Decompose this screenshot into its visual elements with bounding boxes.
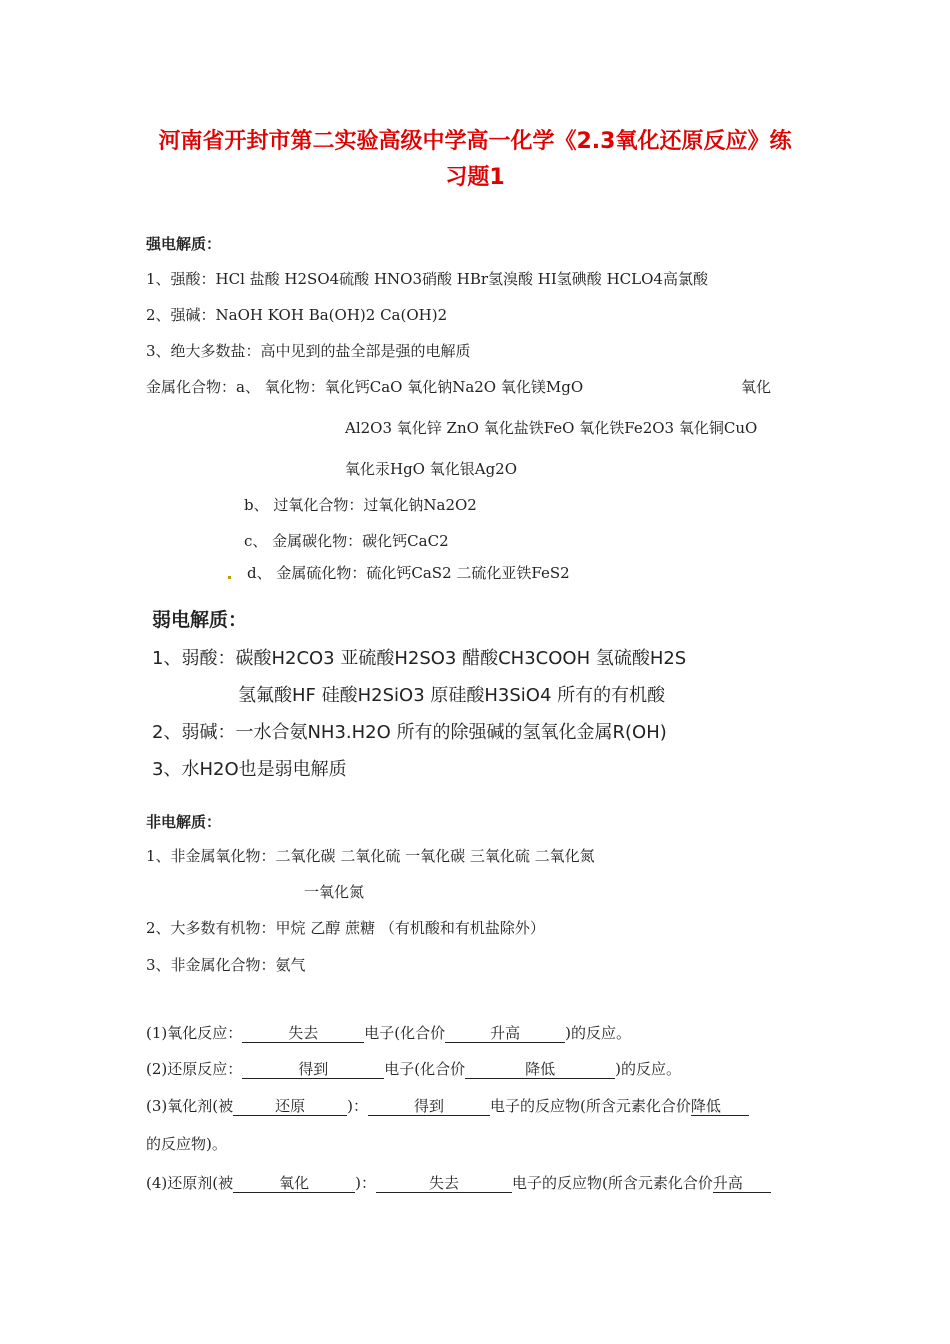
question-2	[146, 1059, 681, 1079]
question-3-end: 的反应物)。	[146, 1135, 227, 1153]
water-line: 3、水H2O也是弱电解质	[152, 759, 347, 780]
speck-mark	[228, 576, 231, 579]
q2-answer-2: 降低	[465, 1060, 615, 1079]
salt-line: 3、绝大多数盐：高中见到的盐全部是强的电解质	[146, 342, 471, 360]
nonmetal-oxide-line-2: 一氧化氮	[304, 883, 365, 901]
q1-answer-1: 失去	[242, 1024, 364, 1043]
q3-prefix: (3)氧化剂(被	[146, 1097, 234, 1115]
weak-electrolyte-heading: 弱电解质：	[152, 609, 248, 631]
q4-answer-2: 失去	[376, 1174, 512, 1193]
strong-electrolyte-heading: 强电解质：	[146, 235, 222, 253]
non-electrolyte-heading: 非电解质：	[146, 813, 222, 831]
nonmetal-oxide-line: 1、非金属氧化物：二氧化碳 二氧化硫 一氧化碳 三氧化硫 二氧化氮	[146, 847, 595, 865]
sulfide-line: d、 金属硫化物：硫化钙CaS2 二硫化亚铁FeS2	[247, 564, 570, 582]
q4-answer-1: 氧化	[233, 1174, 355, 1193]
peroxide-line: b、 过氧化合物：过氧化钠Na2O2	[244, 496, 477, 514]
q2-middle: 电子(化合价	[384, 1060, 466, 1078]
weak-acid-line-1: 1、弱酸：碳酸H2CO3 亚硫酸H2SO3 醋酸CH3COOH 氢硫酸H2S	[152, 648, 687, 669]
document-title-line1: 河南省开封市第二实验高级中学高一化学《2.3氧化还原反应》练	[158, 129, 792, 154]
q2-answer-1: 得到	[242, 1060, 384, 1079]
strong-acid-line: 1、强酸：HCl 盐酸 H2SO4硫酸 HNO3硝酸 HBr氢溴酸 HI氢碘酸 HCLO4高氯酸	[146, 270, 708, 288]
carbide-line: c、 金属碳化物：碳化钙CaC2	[244, 532, 449, 550]
q4-answer-3: 升高	[713, 1174, 771, 1193]
weak-acid-line-2: 氢氟酸HF 硅酸H2SiO3 原硅酸H3SiO4 所有的有机酸	[238, 685, 666, 706]
question-1	[146, 1023, 631, 1043]
metal-oxide-line-1-tail: 氧化	[741, 378, 772, 396]
q1-answer-2: 升高	[445, 1024, 565, 1043]
weak-base-line: 2、弱碱：一水合氨NH3.H2O 所有的除强碱的氢氧化金属R(OH)	[152, 722, 667, 743]
metal-oxide-line-1: 金属化合物：a、 氧化物：氧化钙CaO 氧化钠Na2O 氧化镁MgO	[146, 378, 584, 396]
nonmetal-compound-line: 3、非金属化合物：氨气	[146, 956, 306, 974]
document-title-line2: 习题1	[445, 165, 505, 190]
q3-answer-2: 得到	[368, 1097, 490, 1116]
metal-oxide-line-2: Al2O3 氧化锌 ZnO 氧化盐铁FeO 氧化铁Fe2O3 氧化铜CuO	[345, 419, 758, 437]
q3-answer-1: 还原	[233, 1097, 347, 1116]
q1-prefix: (1)氧化反应：	[146, 1024, 243, 1042]
q4-middle: )：	[355, 1174, 376, 1192]
strong-base-line: 2、强碱：NaOH KOH Ba(OH)2 Ca(OH)2	[146, 306, 448, 324]
organic-line: 2、大多数有机物：甲烷 乙醇 蔗糖 （有机酸和有机盐除外）	[146, 919, 545, 937]
q1-middle: 电子(化合价	[364, 1024, 446, 1042]
q3-middle: )：	[347, 1097, 368, 1115]
q2-end: )的反应。	[615, 1060, 681, 1078]
question-4	[146, 1173, 771, 1193]
q1-end: )的反应。	[565, 1024, 631, 1042]
q3-middle-2: 电子的反应物(所含元素化合价	[489, 1097, 691, 1115]
q2-prefix: (2)还原反应：	[146, 1060, 243, 1078]
q4-middle-2: 电子的反应物(所含元素化合价	[511, 1174, 713, 1192]
q3-answer-3: 降低	[691, 1097, 749, 1116]
q4-prefix: (4)还原剂(被	[146, 1174, 234, 1192]
metal-oxide-line-3: 氧化汞HgO 氧化银Ag2O	[345, 460, 518, 478]
question-3	[146, 1096, 749, 1116]
